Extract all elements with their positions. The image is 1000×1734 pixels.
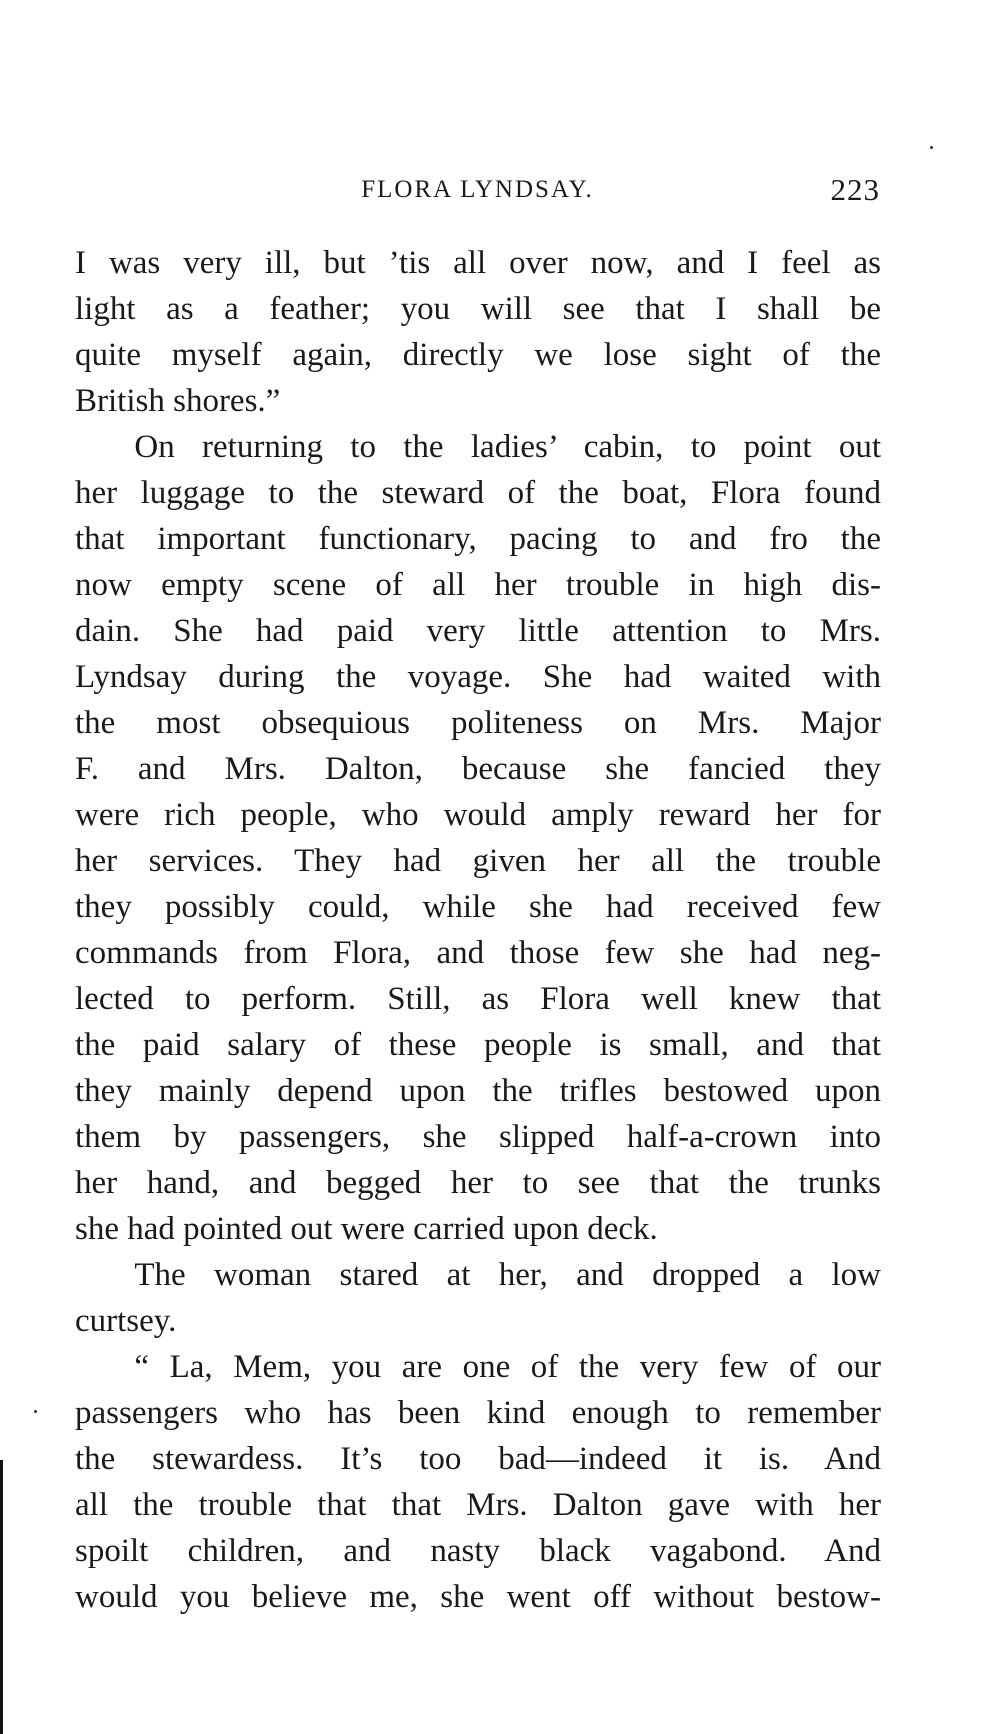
page-number: 223 xyxy=(830,172,880,207)
text-line: The woman stared at her, and dropped a low xyxy=(134,1257,881,1293)
text-line: would you believe me, she went off without bestow- xyxy=(75,1579,881,1615)
text-line: her hand, and begged her to see that the trunks xyxy=(75,1165,881,1201)
text-line: lected to perform. Still, as Flora well knew that xyxy=(75,981,881,1017)
text-line: curtsey. xyxy=(75,1303,177,1339)
text-line: they mainly depend upon the trifles bestowed upon xyxy=(75,1073,881,1109)
text-line: her services. They had given her all the trouble xyxy=(75,843,881,879)
text-line: dain. She had paid very little attention to Mrs. xyxy=(75,613,881,649)
text-line: British shores.” xyxy=(75,383,281,419)
body-text xyxy=(75,240,881,1620)
text-line: “ La, Mem, you are one of the very few of our xyxy=(134,1349,881,1385)
text-line: the paid salary of these people is small, and that xyxy=(75,1027,881,1063)
scan-edge-line xyxy=(0,1460,3,1734)
page-header xyxy=(75,172,880,212)
text-line: spoilt children, and nasty black vagabond. And xyxy=(75,1533,881,1569)
text-line: quite myself again, directly we lose sight of the xyxy=(75,337,881,373)
text-line: the most obsequious politeness on Mrs. Major xyxy=(75,705,881,741)
text-line: passengers who has been kind enough to remember xyxy=(75,1395,881,1431)
running-title: FLORA LYNDSAY. xyxy=(361,176,594,203)
text-line: were rich people, who would amply reward her for xyxy=(75,797,881,833)
text-line: now empty scene of all her trouble in high dis- xyxy=(75,567,881,603)
text-line: her luggage to the steward of the boat, Flora found xyxy=(75,475,881,511)
text-line: that important functionary, pacing to and fro the xyxy=(75,521,881,557)
text-line: they possibly could, while she had received few xyxy=(75,889,881,925)
text-line: them by passengers, she slipped half-a-crown into xyxy=(75,1119,881,1155)
text-line: Lyndsay during the voyage. She had waited with xyxy=(75,659,881,695)
text-line: the stewardess. It’s too bad—indeed it is. And xyxy=(75,1441,881,1477)
text-line: she had pointed out were carried upon deck. xyxy=(75,1211,658,1247)
text-line: all the trouble that that Mrs. Dalton gave with her xyxy=(75,1487,881,1523)
text-line: I was very ill, but ’tis all over now, and I feel as xyxy=(75,245,881,281)
text-line: commands from Flora, and those few she had neg- xyxy=(75,935,881,971)
scan-speck xyxy=(930,146,933,149)
scan-speck xyxy=(34,1410,37,1413)
text-line: On returning to the ladies’ cabin, to point out xyxy=(134,429,881,465)
text-line: F. and Mrs. Dalton, because she fancied they xyxy=(75,751,881,787)
text-line: light as a feather; you will see that I shall be xyxy=(75,291,881,327)
